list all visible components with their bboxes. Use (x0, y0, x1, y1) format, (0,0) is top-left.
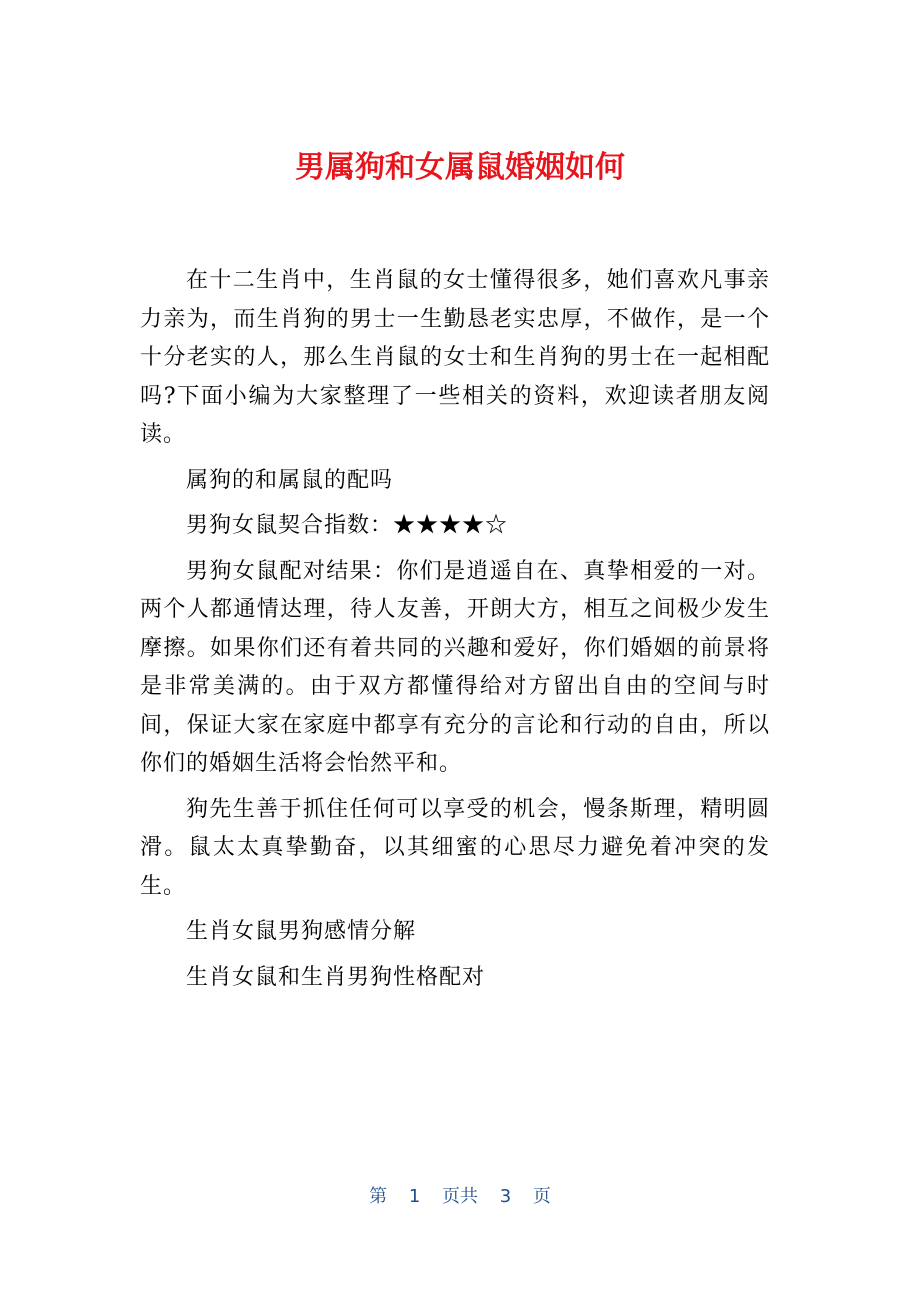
paragraph-compatibility-index: 男狗女鼠契合指数：★★★★☆ (186, 513, 509, 538)
footer-total-pages: 3 (499, 1186, 512, 1207)
paragraph-heading-match: 属狗的和属鼠的配吗 (186, 467, 394, 493)
footer-middle: 页共 (442, 1186, 478, 1207)
footer-prefix: 第 (369, 1186, 388, 1207)
paragraph-personality: 狗先生善于抓住任何可以享受的机会，慢条斯理，精明圆滑。鼠太太真挚勤奋，以其细蜜的心思尽力避免着冲突的发生。 (140, 796, 770, 899)
paragraph-intro: 在十二生肖中，生肖鼠的女士懂得很多，她们喜欢凡事亲力亲为，而生肖狗的男士一生勤恳老实忠厚，不做作，是一个十分老实的人，那么生肖鼠的女士和生肖狗的男士在一起相配吗?下面小编为大家整理了一些相关的资料，欢迎读者朋友阅读。 (140, 268, 770, 447)
document-body (140, 262, 770, 1004)
paragraph-heading-character: 生肖女鼠和生肖男狗性格配对 (186, 964, 486, 990)
footer-suffix: 页 (532, 1186, 551, 1207)
footer-current-page: 1 (408, 1186, 421, 1207)
paragraph-heading-emotion: 生肖女鼠男狗感情分解 (186, 919, 417, 944)
page-footer (0, 1180, 920, 1214)
paragraph-match-result: 男狗女鼠配对结果：你们是逍遥自在、真挚相爱的一对。两个人都通情达理，待人友善，开朗大方，相互之间极少发生摩擦。如果你们还有着共同的兴趣和爱好，你们婚姻的前景将是非常美满的。由于双方都懂得给对方留出自由的空间与时间，保证大家在家庭中都享有充分的言论和行动的自由，所以你们的婚姻生活将会怡然平和。 (140, 558, 770, 776)
document-title: 男属狗和女属鼠婚姻如何 (295, 150, 625, 185)
